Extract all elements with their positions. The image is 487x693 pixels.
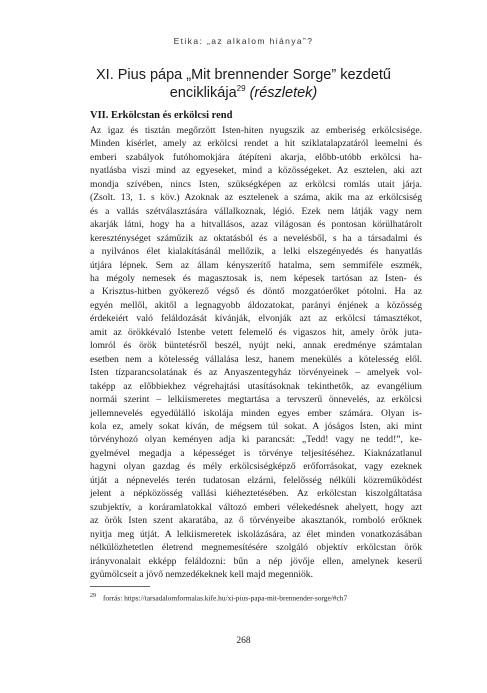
body-line: Az igaz és tisztán megőrzött Isten-hiten nyugszik az emberiség erkölcsisége.: [90, 125, 422, 136]
body-line: az örök Isten szent akaratába, az ő törvényeibe akasztanók, romboló erőknek: [90, 515, 422, 527]
body-line: Minden kísérlet, amely az erkölcsi rendet a hit sziklatalapzatáról leemelni és: [90, 138, 422, 150]
body-line: érdekeiért való feláldozását kívánják, elvonják azt az erkölcsi támasztékot,: [90, 313, 422, 325]
body-line: jellemnevelés egyedülálló iskolája minden egyes ember számára. Olyan is-: [90, 407, 422, 419]
chapter-title-word: enciklikája: [169, 85, 237, 101]
body-line: nélkülözhetetlen életrend megnemesítésére szolgáló objektív erkölcstan örök: [90, 542, 422, 554]
body-line: amit az örökkévaló Istenbe vetett felemelő és vigaszos hit, amely örök juta-: [90, 326, 422, 338]
body-line: esetben nem a kötelesség vállalása lesz, hanem menekülés a kötelesség elől.: [90, 353, 422, 365]
body-line: akarják látni, hogy ha a hitvallásos, azaz világosan és pontosan körülhatárolt: [90, 219, 422, 231]
body-line: a Krisztus-hitben gyökerező végső és döntő mozgatóerőket pótolni. Ha az: [90, 286, 422, 298]
body-line: gyümölcseit a jövő nemzedékeknek kell majd megenniök.: [90, 568, 313, 580]
body-line: irányvonalait ekképp feláldozni: bűn a nép jövője ellen, amelynek keserű: [90, 555, 422, 567]
chapter-title: [60, 66, 427, 102]
body-line: (Zsolt. 13, 1. s köv.) Azoknak az esztelenek a száma, akik ma az erkölcsiség: [90, 192, 422, 204]
body-line: kola ez, amely sokat kíván, de mégsem túl sokat. A jóságos Isten, aki mint: [90, 420, 422, 432]
footnote-reference: 29: [236, 84, 246, 94]
body-line: egyén mellől, akitől a legnagyobb áldozatokat, parányi énjének a közösség: [90, 299, 422, 311]
footnote-number: 29: [90, 593, 96, 599]
chapter-title-line-2: [60, 84, 427, 102]
chapter-title-italic: (részletek): [249, 85, 318, 101]
body-line: normái szerint – lelkiismeretes megtartása a tervszerű önnevelés, az erkölcsi: [90, 394, 422, 406]
body-line: taképp az előbbiekhez végrehajtási utasításoknak tekinthetők, az evangélium: [90, 380, 422, 392]
body-line: jelent a népközösség vallási kiéheztetésében. Az erkölcstan kiszolgáltatása: [90, 488, 422, 500]
body-line: hagyni olyan gazdag és mély erkölcsiségképző erőforrásokat, vagy ezeknek: [90, 461, 422, 473]
body-line: szubjektív, a koráramlatokkal változó emberi vélekedésnek ahelyett, hogy azt: [90, 501, 422, 513]
body-line: ha mégoly nemesek és magasztosak is, nem képesek tartósan az Isten- és: [90, 272, 422, 284]
body-line: útjára lépnek. Sem az állam kényszerítő hatalma, sem semmiféle eszmék,: [90, 259, 422, 271]
body-line: mondja szívében, nincs Isten, szükségképen az erkölcsi romlás utait járja.: [90, 178, 422, 190]
body-line: nyitja meg útját. A lelkiismeretek iskolázására, az élet minden vonatkozásában: [90, 528, 422, 540]
running-head: Etika: „az alkalom hiánya”?: [173, 36, 314, 46]
footnote: [90, 593, 430, 602]
body-line: Isten tízparancsolatának és az Anyaszentegyház törvényeinek – amelyek vol-: [90, 367, 422, 379]
body-text: [90, 124, 422, 581]
body-line: emberi szabályok futóhomokjára átépíteni akarja, előbb-utóbb erkölcsi ha-: [90, 151, 422, 163]
footnote-text: forrás: https://tarsadalomformalas.kife.hu/xi-pius-papa-mit-brennender-sorge/#ch7: [103, 593, 348, 603]
section-heading: VII. Erkölcstan és erkölcsi rend: [90, 110, 233, 121]
body-line: nyatlásba viszi mind az egyeseket, mind a közösségeket. Az esztelen, aki azt: [90, 165, 422, 177]
page-number: 268: [236, 636, 251, 646]
body-line: és a vallás szétválasztására vállalkoznak, légió. Ezek nem látják vagy nem: [90, 205, 422, 217]
footnote-divider: [90, 586, 150, 587]
body-line: lomról és örök büntetésről beszél, nyújt neki, annak eredménye számtalan: [90, 340, 422, 352]
body-line: a nyilvános élet kialakításánál mellőzik, a lelki elszegényedés és hanyatlás: [90, 246, 422, 258]
body-line: útját a népnevelés terén tudatosan elzárni, felelősség nélküli közreműködést: [90, 474, 422, 486]
body-line: törvényhozó olyan keményen adja ki parancsát: „Tedd! vagy ne tedd!”, ke-: [90, 434, 422, 446]
chapter-title-line-1: XI. Pius pápa „Mit brennender Sorge” kezdetű: [96, 67, 391, 83]
body-line: gyelmével megadja a képességet is törvénye teljesítéséhez. Kiaknázatlanul: [90, 447, 422, 459]
body-line: kereszténységet száműzik az oktatásból és a nevelésből, s ha a társadalmi és: [90, 232, 422, 244]
